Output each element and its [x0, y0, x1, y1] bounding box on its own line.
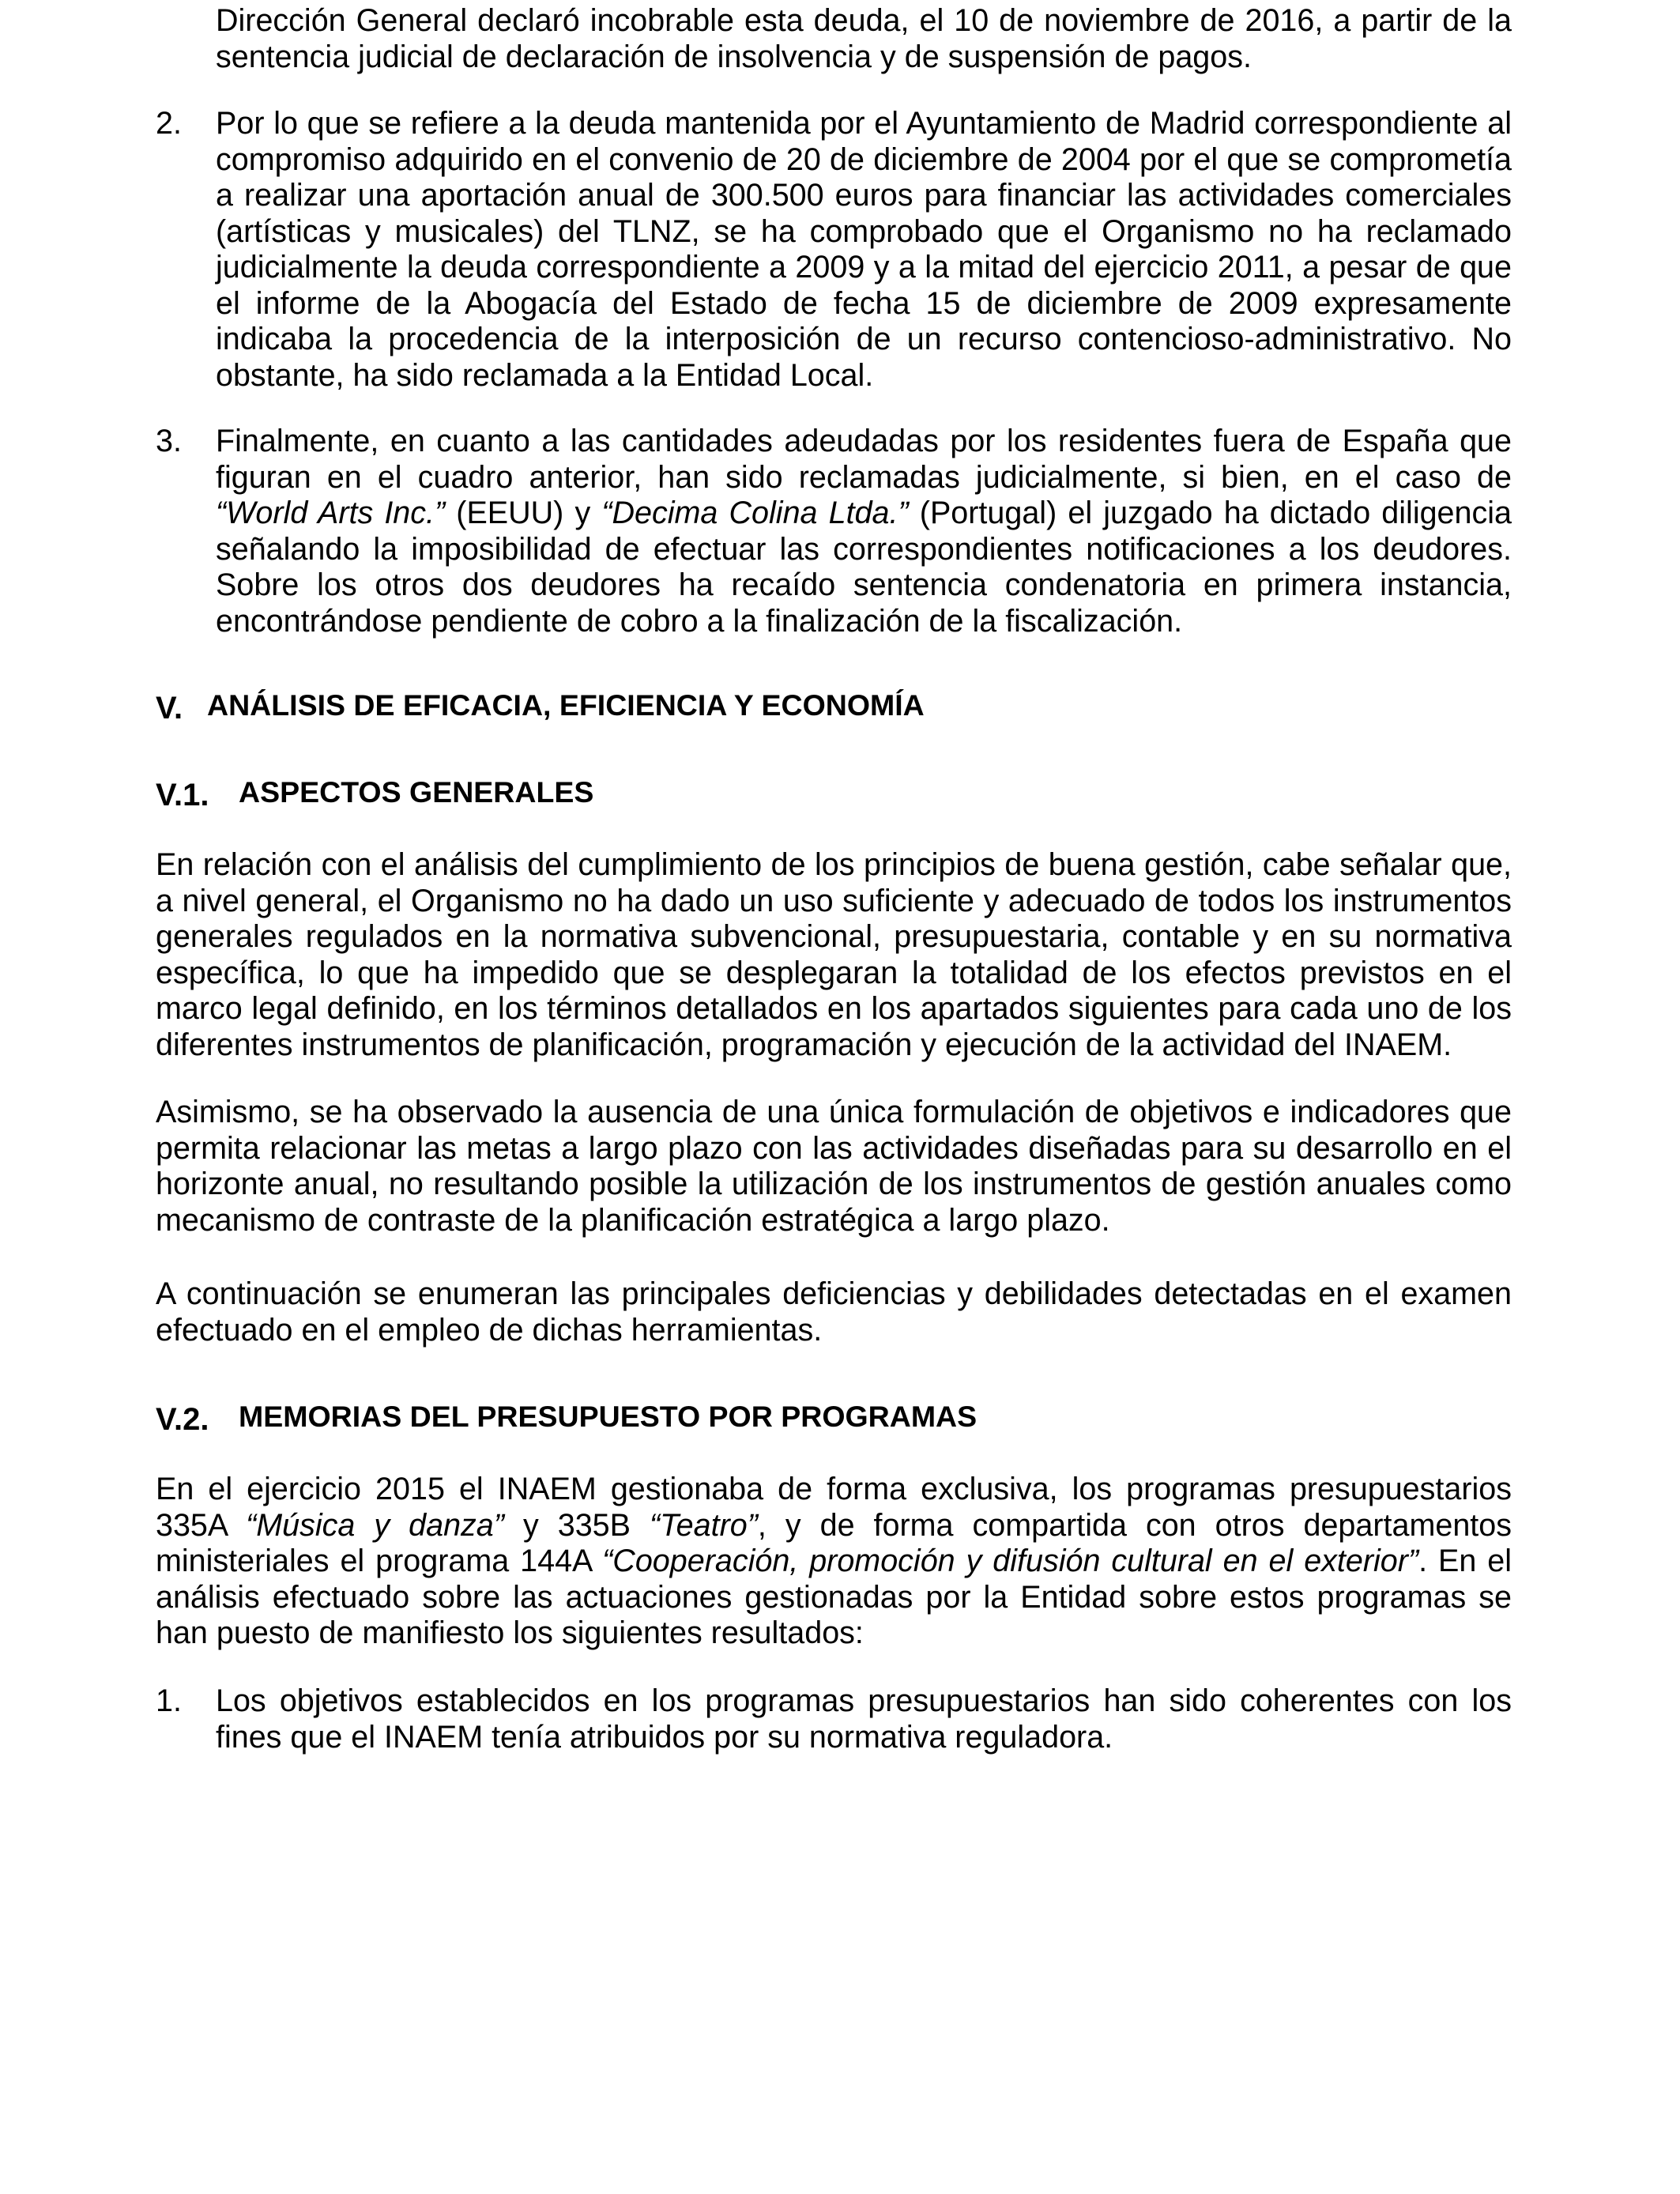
subsection-heading — [156, 775, 593, 813]
subsection-heading — [156, 1399, 977, 1438]
list-item — [156, 424, 1512, 639]
paragraph: Asimismo, se ha observado la ausencia de una única formulación de objetivos e indicadores que permita relacionar las metas a largo plazo con las actividades diseñadas para su desarrollo en el horizonte anual, no resultando posible la utilización de los instrumentos de gestión anuales como mecanismo de contraste de la planificación estratégica a largo plazo. — [156, 1095, 1512, 1238]
section-number: V. — [156, 691, 183, 726]
list-number: 2. — [156, 106, 182, 141]
list-number: 1. — [156, 1683, 182, 1718]
paragraph-text: Por lo que se refiere a la deuda mantenida por el Ayuntamiento de Madrid correspondiente al compromiso adquirido en el convenio de 20 de diciembre de 2004 por el que se comprometía a realizar una aportación anual de 300.500 euros para financiar las actividades comerciales (artísticas y musicales) del TLNZ, se ha comprobado que el Organismo no ha reclamado judicialmente la deuda correspondiente a 2009 y a la mitad del ejercicio 2011, a pesar de que el informe de la Abogacía del Estado de fecha 15 de diciembre de 2009 expresamente indicaba la procedencia de la interposición de un recurso contencioso-administrativo. No obstante, ha sido reclamada a la Entidad Local. — [216, 106, 1512, 393]
list-item — [156, 1683, 1512, 1755]
section-title: MEMORIAS DEL PRESUPUESTO POR PROGRAMAS — [239, 1400, 977, 1433]
list-item — [156, 106, 1512, 394]
paragraph: En relación con el análisis del cumplimiento de los principios de buena gestión, cabe señalar que, a nivel general, el Organismo no ha dado un uso suficiente y adecuado de todos los instrumentos generales regulados en la normativa subvencional, presupuestaria, contable y en su normativa específica, lo que ha impedido que se desplegaran la totalidad de los efectos previstos en el marco legal definido, en los términos detallados en los apartados siguientes para cada uno de los diferentes instrumentos de planificación, programación y ejecución de la actividad del INAEM. — [156, 847, 1512, 1062]
section-title: ANÁLISIS DE EFICACIA, EFICIENCIA Y ECONOMÍA — [207, 688, 925, 722]
paragraph: En el ejercicio 2015 el INAEM gestionaba de forma exclusiva, los programas presupuestarios 335A “Música y danza” y 335B “Teatro”, y de forma compartida con otros departamentos ministeriales el programa 144A “Cooperación, promoción y difusión cultural en el exterior”. En el análisis efectuado sobre las actuaciones gestionadas por la Entidad sobre estos programas se han puesto de manifiesto los siguientes resultados: — [156, 1472, 1512, 1650]
section-number: V.2. — [156, 1402, 209, 1437]
paragraph-text: Finalmente, en cuanto a las cantidades adeudadas por los residentes fuera de España que figuran en el cuadro anterior, han sido reclamadas judicialmente, si bien, en el caso de “World Arts Inc.” (EEUU) y “Decima Colina Ltda.” (Portugal) el juzgado ha dictado diligencia señalando la imposibilidad de efectuar las correspondientes notificaciones a los deudores. Sobre los otros dos deudores ha recaído sentencia condenatoria en primera instancia, encontrándose pendiente de cobro a la finalización de la fiscalización. — [216, 424, 1512, 639]
section-title: ASPECTOS GENERALES — [239, 775, 594, 809]
section-heading — [156, 688, 925, 726]
list-number: 3. — [156, 424, 182, 458]
paragraph: A continuación se enumeran las principales deficiencias y debilidades detectadas en el examen efectuado en el empleo de dichas herramientas. — [156, 1276, 1512, 1348]
paragraph-text: Dirección General declaró incobrable esta deuda, el 10 de noviembre de 2016, a partir de la sentencia judicial de declaración de insolvencia y de suspensión de pagos. — [216, 3, 1512, 74]
paragraph-text: Los objetivos establecidos en los programas presupuestarios han sido coherentes con los fines que el INAEM tenía atribuidos por su normativa reguladora. — [216, 1683, 1512, 1755]
section-number: V.1. — [156, 778, 209, 812]
list-item-continuation — [156, 3, 1512, 75]
